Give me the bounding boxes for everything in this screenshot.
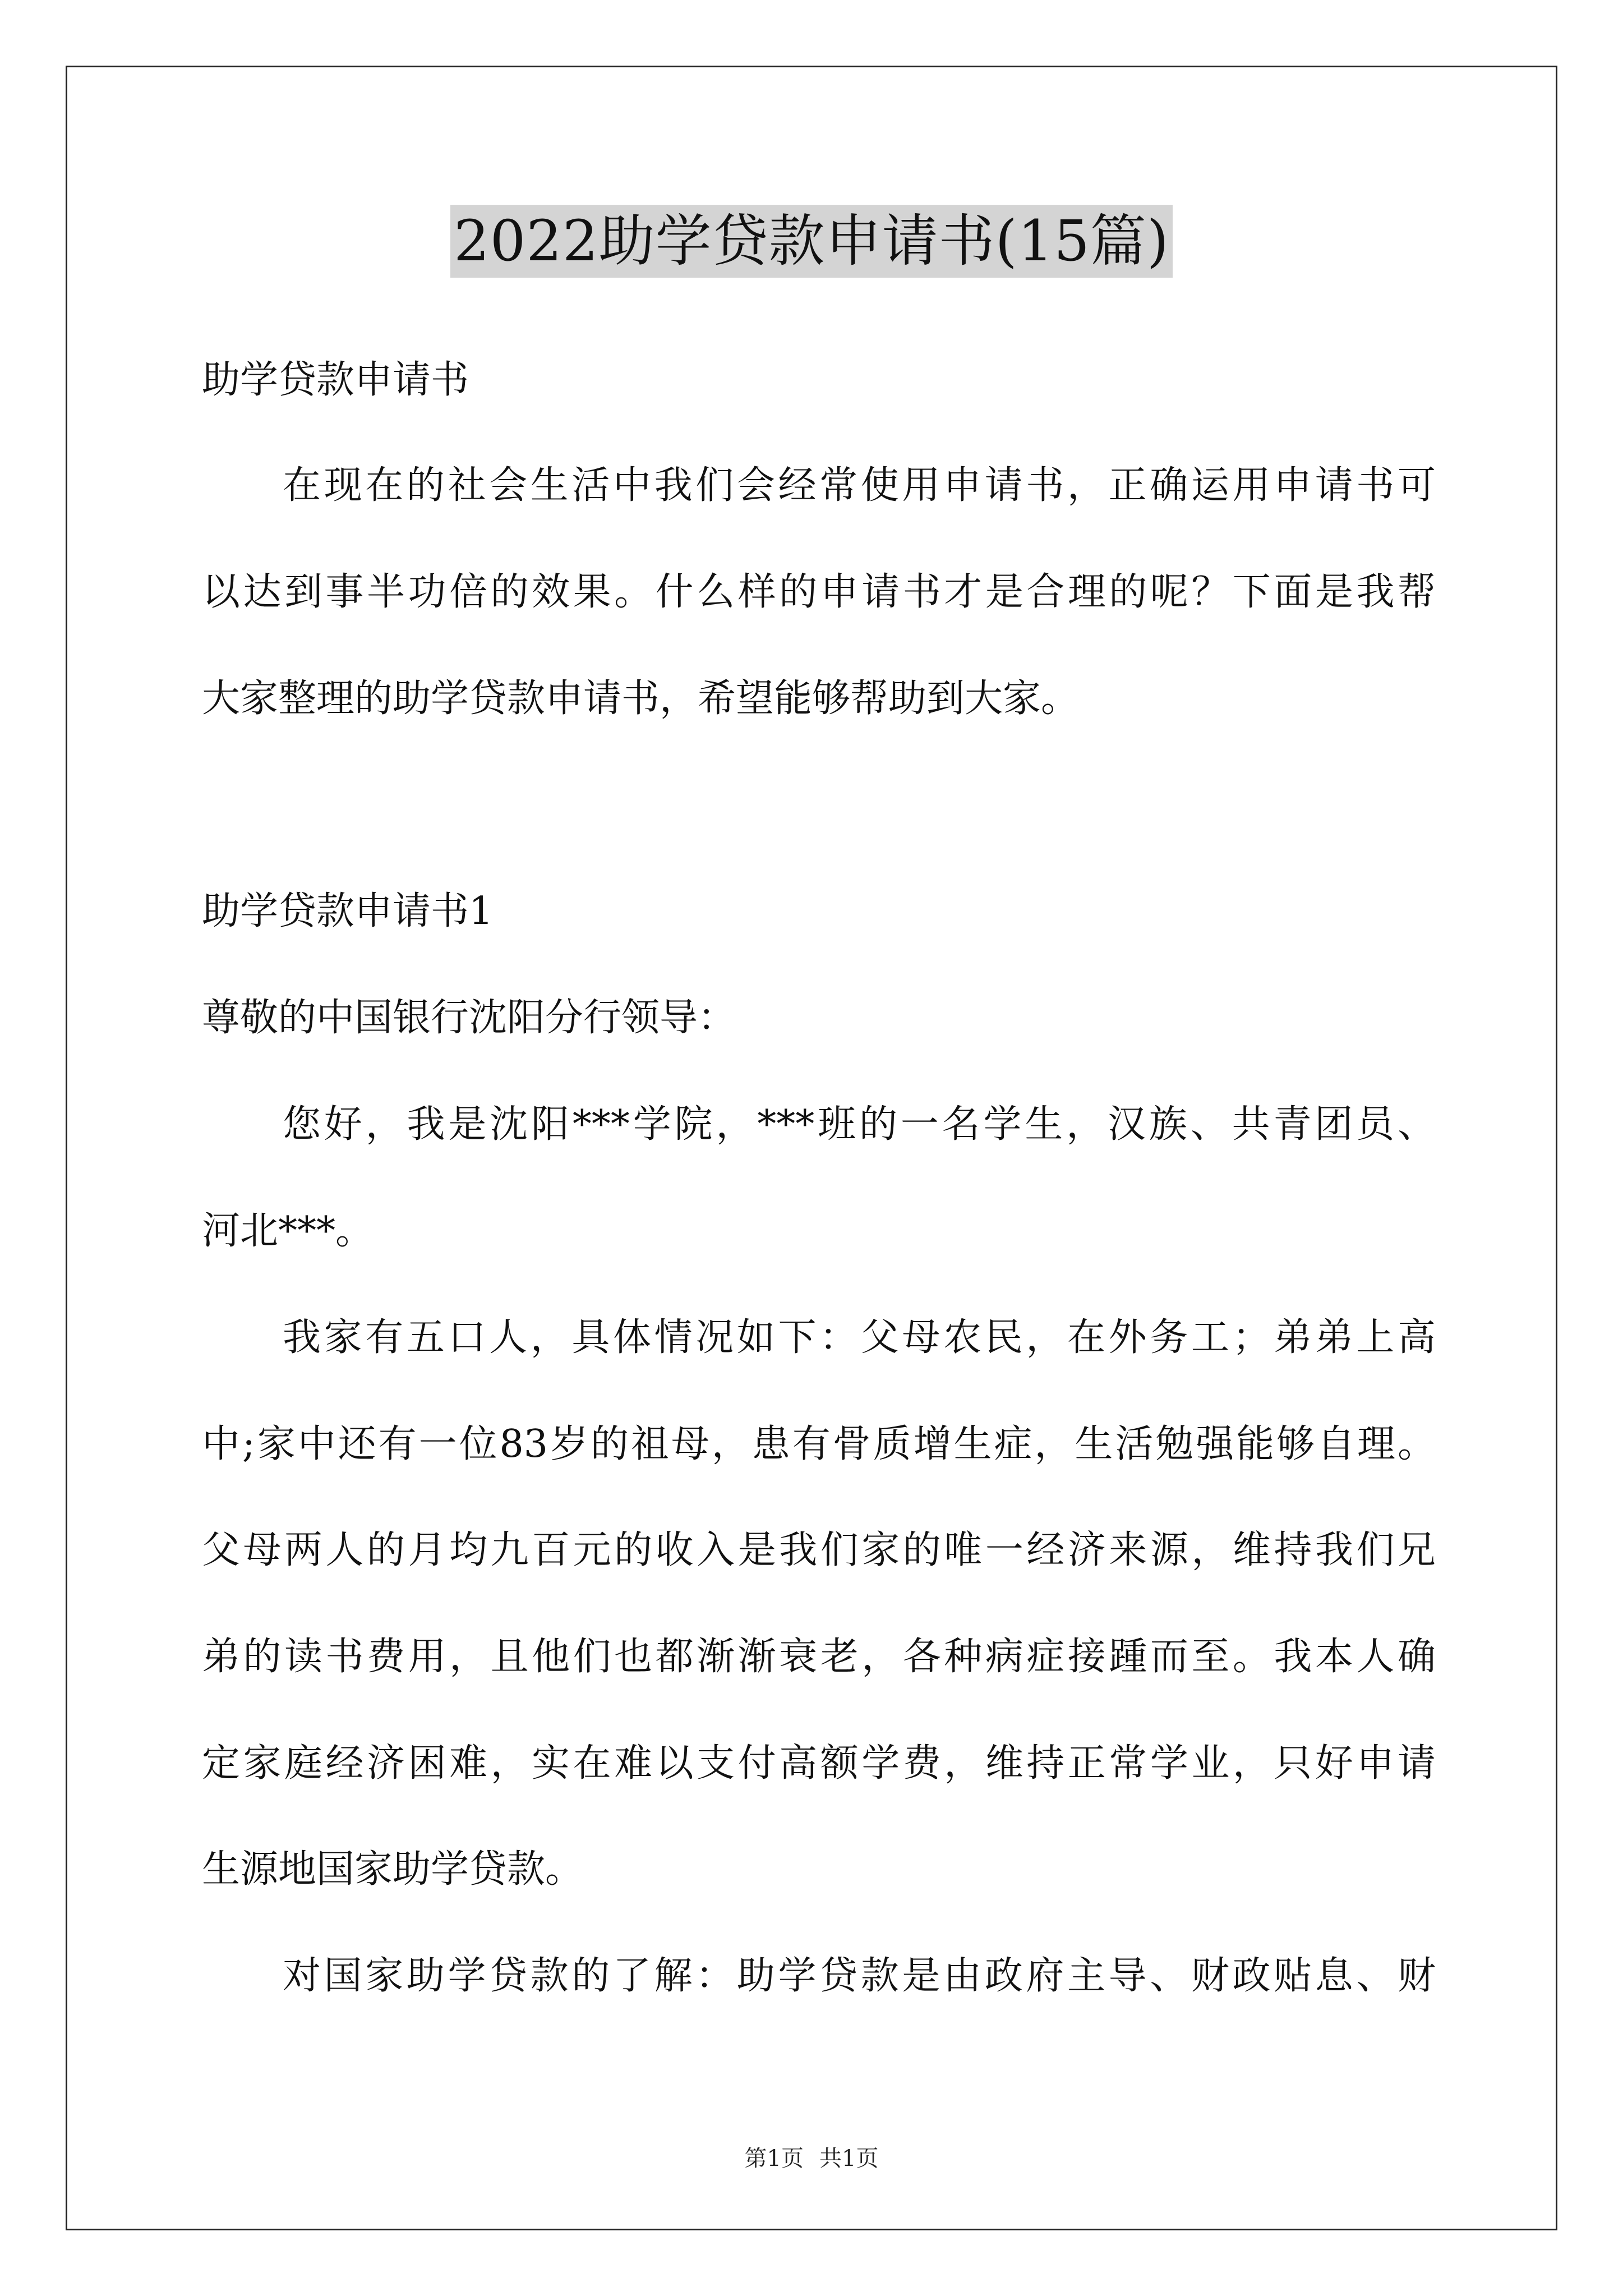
section-heading: 助学贷款申请书1 <box>202 889 494 933</box>
paragraph-line: 弟的读书费用，且他们也都渐渐衰老，各种病症接踵而至。我本人确 <box>202 1635 1436 1679</box>
title-block <box>0 205 1623 278</box>
page-number-total: 共1页 <box>819 2146 879 2171</box>
paragraph-line: 我家有五口人，具体情况如下：父母农民，在外务工；弟弟上高 <box>283 1315 1436 1360</box>
paragraph-line: 定家庭经济困难，实在难以支付高额学费，维持正常学业，只好申请 <box>202 1741 1436 1786</box>
paragraph-line: 对国家助学贷款的了解：助学贷款是由政府主导、财政贴息、财 <box>283 1954 1436 1998</box>
intro-heading: 助学贷款申请书 <box>202 358 469 402</box>
page-footer <box>0 2142 1623 2175</box>
paragraph-line: 生源地国家助学贷款。 <box>202 1847 584 1892</box>
document-title: 2022助学贷款申请书(15篇) <box>450 205 1173 278</box>
intro-line: 以达到事半功倍的效果。什么样的申请书才是合理的呢？下面是我帮 <box>202 570 1436 614</box>
paragraph-line: 中;家中还有一位83岁的祖母，患有骨质增生症，生活勉强能够自理。 <box>202 1422 1436 1466</box>
intro-line: 大家整理的助学贷款申请书，希望能够帮助到大家。 <box>202 677 1080 721</box>
paragraph-line: 父母两人的月均九百元的收入是我们家的唯一经济来源，维持我们兄 <box>202 1528 1436 1572</box>
intro-line: 在现在的社会生活中我们会经常使用申请书，正确运用申请书可 <box>283 463 1436 508</box>
paragraph-line: 您好，我是沈阳***学院，***班的一名学生，汉族、共青团员、 <box>283 1102 1436 1147</box>
paragraph-line: 河北***。 <box>202 1209 374 1253</box>
salutation: 尊敬的中国银行沈阳分行领导： <box>202 996 736 1040</box>
page-number-current: 第1页 <box>744 2146 804 2171</box>
